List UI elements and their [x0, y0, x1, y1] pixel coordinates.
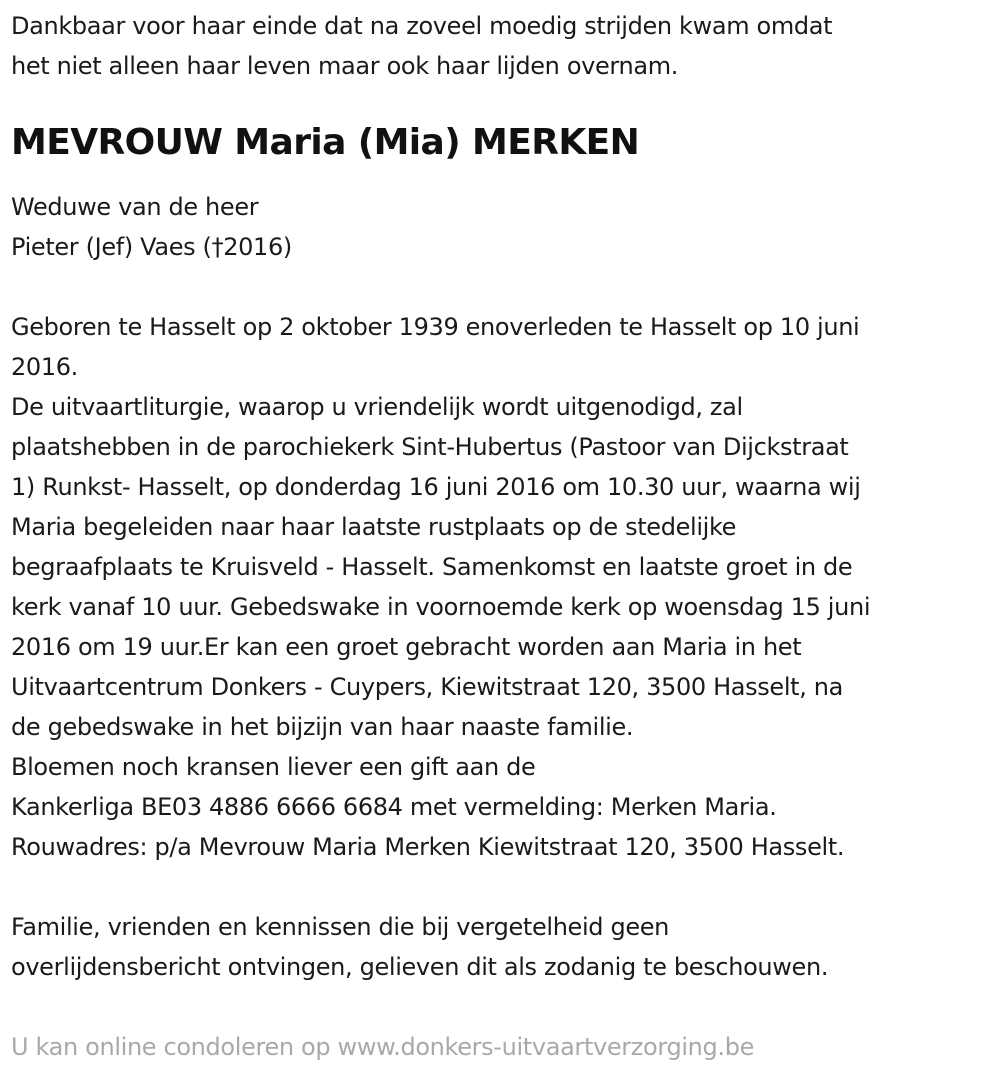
spouse-line: Pieter (Jef) Vaes (†2016): [11, 233, 292, 262]
body-line: De uitvaartliturgie, waarop u vriendelijk wordt uitgenodigd, zal: [11, 393, 743, 422]
condolence-link-text[interactable]: U kan online condoleren op www.donkers-uitvaartverzorging.be: [11, 1033, 754, 1062]
body-line: plaatshebben in de parochiekerk Sint-Hubertus (Pastoor van Dijckstraat: [11, 433, 849, 462]
body-line: Bloemen noch kransen liever een gift aan de: [11, 753, 536, 782]
body-line: Rouwadres: p/a Mevrouw Maria Merken Kiewitstraat 120, 3500 Hasselt.: [11, 833, 845, 862]
spacer: [11, 867, 991, 907]
condolence-footer: [11, 1027, 991, 1067]
body-line: 1) Runkst- Hasselt, op donderdag 16 juni 2016 om 10.30 uur, waarna wij: [11, 473, 861, 502]
body-line: Maria begeleiden naar haar laatste rustplaats op de stedelijke: [11, 513, 737, 542]
closing-line: Familie, vrienden en kennissen die bij vergetelheid geen: [11, 913, 670, 942]
spouse-line: Weduwe van de heer: [11, 193, 259, 222]
closing-line: overlijdensbericht ontvingen, gelieven dit als zodanig te beschouwen.: [11, 953, 829, 982]
body-line: Kankerliga BE03 4886 6666 6684 met vermelding: Merken Maria.: [11, 793, 777, 822]
deceased-name-heading: MEVROUW Maria (Mia) MERKEN: [11, 122, 640, 163]
spouse-block: [11, 187, 991, 267]
obituary-notice: [11, 6, 991, 1067]
body-line: 2016.: [11, 353, 78, 382]
body-line: 2016 om 19 uur.Er kan een groet gebracht worden aan Maria in het: [11, 633, 802, 662]
spacer: [11, 267, 991, 307]
body-line: Uitvaartcentrum Donkers - Cuypers, Kiewitstraat 120, 3500 Hasselt, na: [11, 673, 843, 702]
closing-paragraph: [11, 907, 991, 987]
intro-line: Dankbaar voor haar einde dat na zoveel moedig strijden kwam omdat: [11, 12, 833, 40]
intro-line: het niet alleen haar leven maar ook haar lijden overnam.: [11, 52, 679, 80]
intro-paragraph: [11, 6, 991, 86]
funeral-details-paragraph: [11, 307, 991, 867]
body-line: begraafplaats te Kruisveld - Hasselt. Samenkomst en laatste groet in de: [11, 553, 853, 582]
body-line: kerk vanaf 10 uur. Gebedswake in voornoemde kerk op woensdag 15 juni: [11, 593, 871, 622]
body-line: de gebedswake in het bijzijn van haar naaste familie.: [11, 713, 634, 742]
body-line: Geboren te Hasselt op 2 oktober 1939 enoverleden te Hasselt op 10 juni: [11, 313, 860, 342]
